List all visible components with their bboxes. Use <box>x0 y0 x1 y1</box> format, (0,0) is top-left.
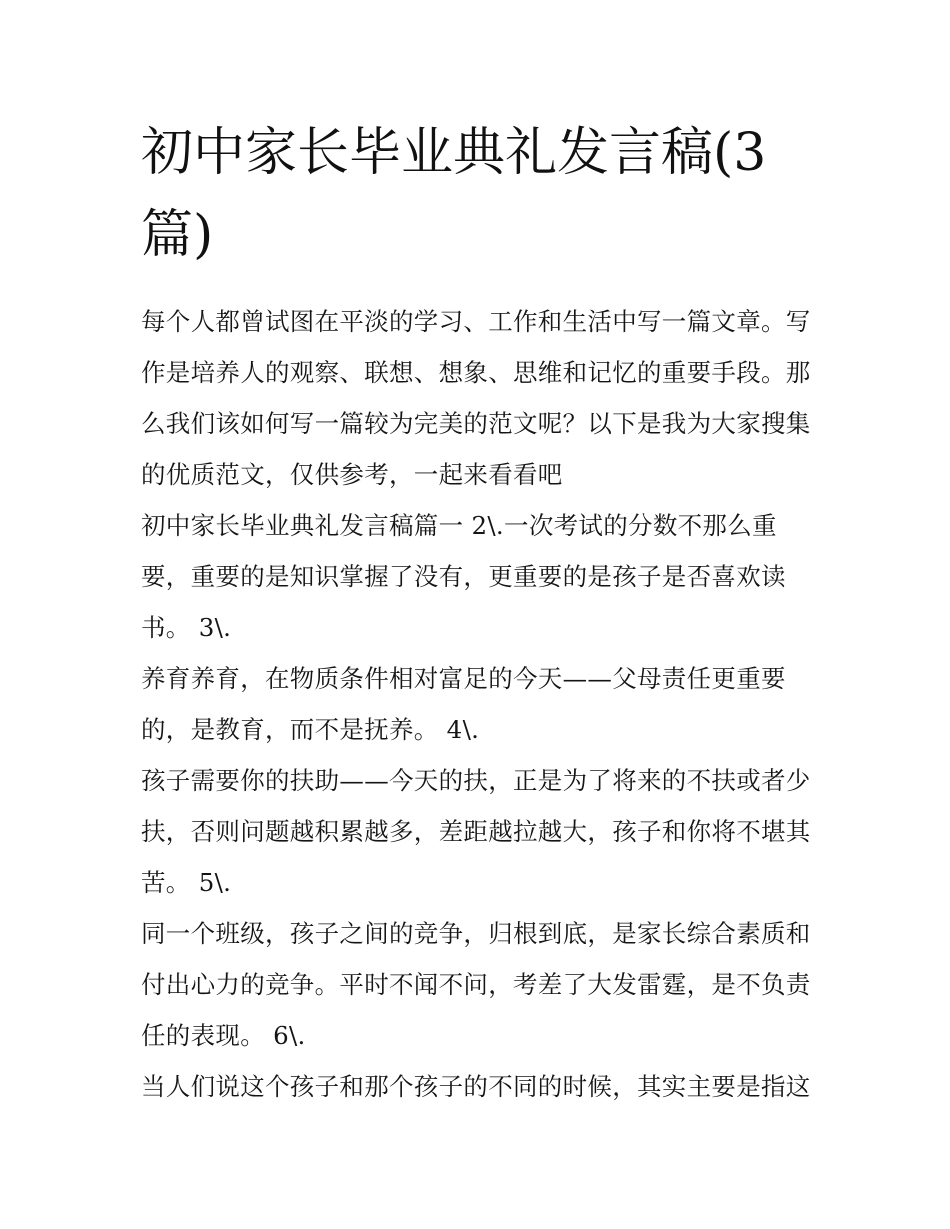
paragraph-5: 当人们说这个孩子和那个孩子的不同的时候，其实主要是指这 <box>141 1072 811 1101</box>
paragraph-3: 孩子需要你的扶助——今天的扶，正是为了将来的不扶或者少扶，否则问题越积累越多，差距越拉越大，孩子和你将不堪其苦。 5\. <box>141 766 811 897</box>
paragraph-1: 初中家长毕业典礼发言稿篇一 2\.一次考试的分数不那么重要，重要的是知识掌握了没有，更重要的是孩子是否喜欢读书。 3\. <box>141 511 786 642</box>
document-content <box>141 112 813 1112</box>
paragraph-2: 养育养育，在物质条件相对富足的今天——父母责任更重要的，是教育，而不是抚养。 4\. <box>141 664 786 744</box>
paragraph-4: 同一个班级，孩子之间的竞争，归根到底，是家长综合素质和付出心力的竞争。平时不闻不问，考差了大发雷霆，是不负责任的表现。 6\. <box>141 919 811 1050</box>
document-body <box>141 296 813 1112</box>
paragraph-intro: 每个人都曾试图在平淡的学习、工作和生活中写一篇文章。写作是培养人的观察、联想、想象、思维和记忆的重要手段。那么我们该如何写一篇较为完美的范文呢？以下是我为大家搜集的优质范文，仅供参考，一起来看看吧 <box>141 307 811 489</box>
document-title: 初中家长毕业典礼发言稿(3篇) <box>141 123 767 265</box>
